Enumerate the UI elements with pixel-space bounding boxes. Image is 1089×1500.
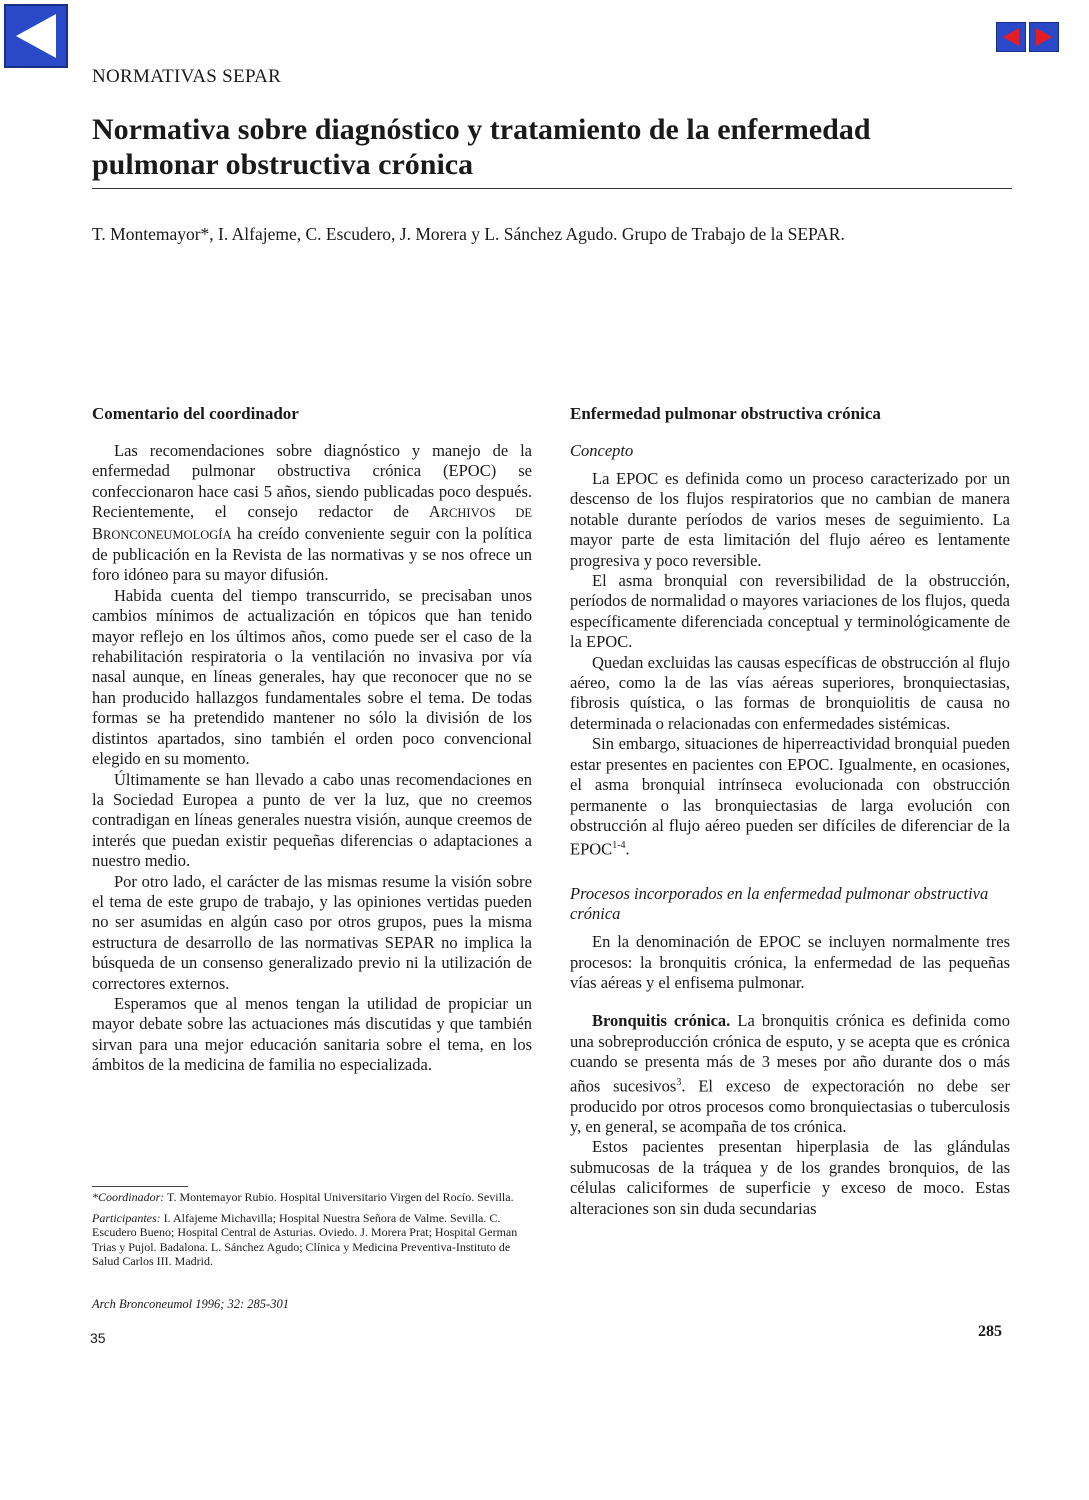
paragraph: La EPOC es definida como un proceso caracterizado por un descenso de los flujos respiratorios que no cambian de manera notable durante períodos de varios meses de seguimiento. La mayor parte de esta limitación del flujo aéreo es lentamente progresiva y poco reversible. [570,469,1010,570]
paragraph: Las recomendaciones sobre diagnóstico y manejo de la enfermedad pulmonar obstructiva crónica (EPOC) se confeccionaron hace casi 5 años, siendo publicadas poco después. Recientemente, el consejo redactor de ARCHIVOS DE BRONCONEUMOLOGÍA ha creído conveniente seguir con la política de publicación en la Revista de las normativas y se nos ofrece un foro idóneo para su mayor difusión. [92,441,532,585]
previous-page-button[interactable] [996,22,1026,52]
page-number-right: 285 [978,1323,1002,1340]
epoc-heading: Enfermedad pulmonar obstructiva crónica [570,404,881,423]
author-list: T. Montemayor*, I. Alfajeme, C. Escudero, J. Morera y L. Sánchez Agudo. Grupo de Trabajo de la SEPAR. [92,224,845,244]
paragraph: Estos pacientes presentan hiperplasia de las glándulas submucosas de la tráquea y de los grandes bronquios, de las células caliciformes de superficie y exceso de moco. Estas alteraciones son sin duda secundarias [570,1137,1010,1218]
coordinator-comment-heading: Comentario del coordinador [92,404,299,423]
title-divider [92,188,1012,189]
title-line-1: Normativa sobre diagnóstico y tratamiento de la enfermedad [92,113,871,146]
back-navigation-button[interactable] [4,4,68,68]
footnote-divider [92,1186,188,1187]
paragraph: Últimamente se han llevado a cabo unas recomendaciones en la Sociedad Europea a punto de ver la luz, que no creemos contradigan en líneas generales nuestra visión, aunque creemos de interés que puedan existir pequeñas diferencias o adaptaciones a nuestro medio. [92,769,532,871]
page-navigation [996,22,1059,52]
back-arrow-icon [6,6,66,66]
next-page-button[interactable] [1029,22,1059,52]
next-page-arrow-icon [1030,23,1058,51]
concepto-heading: Concepto [570,441,634,460]
title-line-2: pulmonar obstructiva crónica [92,148,474,181]
paragraph: Sin embargo, situaciones de hiperreactividad bronquial pueden estar presentes en pacientes con EPOC. Igualmente, en ocasiones, el asma bronquial intrínseca evolucionada con obstrucción permanente o las bronquiectasias de larga evolución con obstrucción al flujo aéreo pueden ser difíciles de diferenciar de la EPOC$^{1-4}$. [570,734,1010,859]
left-column [92,403,532,1076]
procesos-heading: Procesos incorporados en la enfermedad pulmonar obstructiva crónica [570,884,989,924]
participants-footnote: Participantes: I. Alfajeme Michavilla; Hospital Nuestra Señora de Valme. Sevilla. C. Escudero Bueno; Hospital Central de Asturias. Oviedo. J. Morera Prat; Hospital German Trias y Pujol. Badalona. L. Sánchez Agudo; Clínica y Medicina Preventiva-Instituto de Salud Carlos III. Madrid. [92,1210,518,1268]
page-number-left: 35 [90,1330,106,1346]
prev-page-arrow-icon [997,23,1025,51]
paragraph: Por otro lado, el carácter de las mismas resume la visión sobre el tema de este grupo de trabajo, y las opiniones vertidas pueden no ser asumidas en algún caso por otros grupos, pues la misma estructura de desarrollo de las normativas SEPAR no implica la búsqueda de un consenso generalizado previo ni la utilización de correctores externos. [92,871,532,993]
coordinator-footnote: *Coordinador: T. Montemayor Rubio. Hospital Universitario Virgen del Rocío. Sevilla. [92,1190,514,1204]
journal-citation: Arch Bronconeumol 1996; 32: 285-301 [92,1297,289,1311]
paragraph: Bronquitis crónica. La bronquitis crónica es definida como una sobreproducción crónica de esputo, y se acepta que es crónica cuando se presenta más de 3 meses por año durante dos o más años sucesivos$^3$. El exceso de expectoración no debe ser producido por otros procesos como bronquiectasias o tuberculosis y, en general, se acompaña de tos crónica. [570,1011,1010,1136]
paragraph: El asma bronquial con reversibilidad de la obstrucción, períodos de normalidad o mayores variaciones de los flujos, queda específicamente diferenciada conceptual y terminológicamente de la EPOC. [570,571,1010,652]
paragraph: Quedan excluidas las causas específicas de obstrucción al flujo aéreo, como la de las vías aéreas superiores, bronquiectasias, fibrosis quística, o las formas de bronquiolitis de causa no determinada o relacionadas con enfermedades sistémicas. [570,652,1010,733]
reference-superscript: 1-4 [612,840,626,852]
article-title [92,112,992,182]
footnotes [92,1190,534,1275]
bronquitis-run-in-heading: Bronquitis crónica. [592,1011,731,1031]
right-column [570,403,1010,1219]
reference-superscript: 3 [676,1076,682,1088]
paragraph: En la denominación de EPOC se incluyen normalmente tres procesos: la bronquitis crónica, la enfermedad de las pequeñas vías aéreas y el enfisema pulmonar. [570,932,1010,993]
paragraph: Esperamos que al menos tengan la utilidad de propiciar un mayor debate sobre las actuaciones más discutidas y que también sirvan para una mejor educación sanitaria sobre el tema, en los ámbitos de la medicina de familia no especializada. [92,993,532,1075]
section-label: NORMATIVAS SEPAR [92,66,282,87]
paragraph: Habida cuenta del tiempo transcurrido, se precisaban unos cambios mínimos de actualización en tópicos que han tenido mayor reflejo en los últimos años, como puede ser el caso de la rehabilitación respiratoria o la ventilación no invasiva por vía nasal aunque, en líneas generales, hay que reconocer que no se han producido hallazgos fundamentales sobre el tema. De todas formas se ha pretendido mantener no sólo la división de los distintos apartados, sino también el orden poco convencional elegido en su momento. [92,585,532,769]
